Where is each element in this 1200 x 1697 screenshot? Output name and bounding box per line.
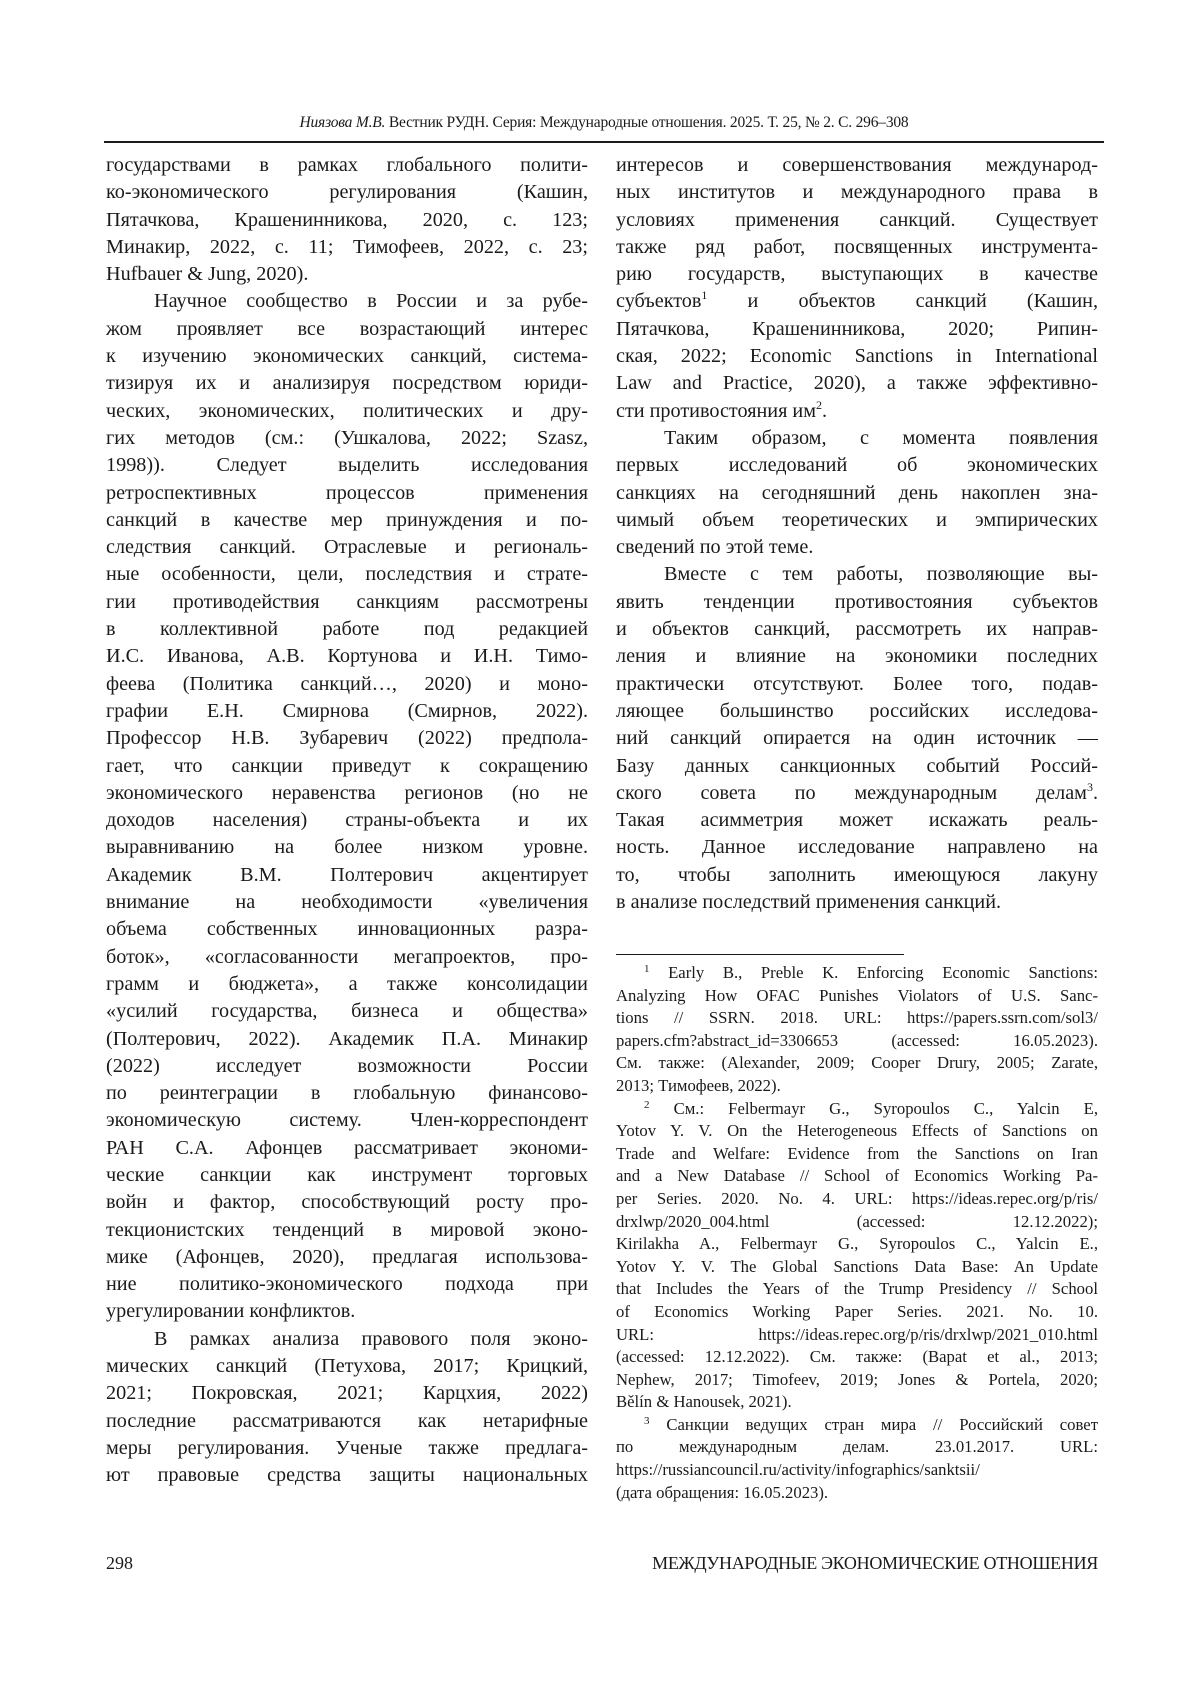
footnote-line bbox=[616, 962, 1098, 985]
footnotes bbox=[616, 962, 1098, 1504]
line-text: сведений по этой теме. bbox=[616, 536, 814, 559]
line-text: ления и влияние на экономики последних bbox=[616, 645, 1098, 668]
line-text: ных институтов и международного права в bbox=[616, 181, 1098, 204]
text-line bbox=[616, 343, 1098, 370]
text-line bbox=[106, 1244, 588, 1271]
text-line bbox=[106, 480, 588, 507]
line-text: рию государств, выступающих в качестве bbox=[616, 263, 1098, 286]
line-text: of Economics Working Paper Series. 2021. No. 10. bbox=[616, 1301, 1098, 1321]
text-line bbox=[106, 152, 588, 179]
line-text: Санкции ведущих стран мира // Российский совет bbox=[649, 1414, 1098, 1434]
line-text: меры регулирования. Ученые также предлага- bbox=[106, 1436, 588, 1459]
line-text: ний санкций опирается на один источник — bbox=[616, 727, 1098, 750]
text-line bbox=[106, 452, 588, 479]
text-line bbox=[616, 152, 1098, 179]
text-line bbox=[106, 1408, 588, 1435]
line-text: Профессор Н.В. Зубаревич (2022) предпола- bbox=[106, 727, 588, 750]
line-text: Nephew, 2017; Timofeev, 2019; Jones & Portela, 2020; bbox=[616, 1369, 1098, 1389]
text-line bbox=[106, 971, 588, 998]
line-text: санкциях на сегодняшний день накоплен зна- bbox=[616, 481, 1098, 504]
line-text: ные особенности, цели, последствия и страте- bbox=[106, 563, 588, 586]
line-text: к изучению экономических санкций, система- bbox=[106, 345, 588, 368]
text-line bbox=[616, 480, 1098, 507]
text-line bbox=[106, 1380, 588, 1407]
line-text: условиях применения санкций. Существует bbox=[616, 208, 1098, 231]
line-text: 2013; Тимофеев, 2022). bbox=[616, 1075, 781, 1095]
footnote-line bbox=[616, 1278, 1098, 1301]
line-text: субъектов bbox=[616, 290, 702, 313]
line-text: tions // SSRN. 2018. URL: https://papers.ssrn.com/sol3/ bbox=[616, 1008, 1098, 1028]
line-text: боток», «согласованности мегапроектов, про- bbox=[106, 945, 588, 968]
footnote-line bbox=[616, 1459, 1098, 1482]
text-line bbox=[106, 207, 588, 234]
text-line bbox=[616, 725, 1098, 752]
header-rule bbox=[104, 141, 1104, 143]
line-text: следствия санкций. Отраслевые и региональ- bbox=[106, 536, 588, 559]
line-text: Hufbauer & Jung, 2020). bbox=[106, 263, 309, 286]
line-text: ческих, экономических, политических и дру- bbox=[106, 399, 588, 422]
line-text: Bělín & Hanousek, 2021). bbox=[616, 1392, 792, 1412]
text-line bbox=[616, 534, 1098, 561]
footnote-separator bbox=[616, 954, 904, 955]
right-column bbox=[616, 152, 1098, 916]
line-text: (дата обращения: 16.05.2023). bbox=[616, 1482, 829, 1502]
text-line bbox=[106, 1189, 588, 1216]
running-head-journal: Вестник РУДН. Серия: Международные отношения. 2025. Т. 25, № 2. С. 296–308 bbox=[385, 114, 909, 131]
line-text: в коллективной работе под редакцией bbox=[106, 618, 588, 641]
line-text: практически отсутствуют. Более того, подав- bbox=[616, 672, 1098, 695]
text-line bbox=[106, 1107, 588, 1134]
text-line bbox=[106, 889, 588, 916]
footnote-line bbox=[616, 1030, 1098, 1053]
line-text: мике (Афонцев, 2020), предлагая использова- bbox=[106, 1245, 588, 1268]
footnote-line bbox=[616, 1436, 1098, 1459]
line-text: Таким образом, с момента появления bbox=[664, 426, 1098, 449]
text-line bbox=[106, 807, 588, 834]
line-text: грамм и бюджета», а также консолидации bbox=[106, 972, 588, 995]
text-line bbox=[106, 1353, 588, 1380]
line-text: последние рассматриваются как нетарифные bbox=[106, 1409, 588, 1432]
footnote-line bbox=[616, 1256, 1098, 1279]
text-line bbox=[616, 425, 1098, 452]
line-text: Analyzing How OFAC Punishes Violators of U.S. Sanc- bbox=[616, 985, 1098, 1005]
line-text: мических санкций (Петухова, 2017; Крицкий, bbox=[106, 1355, 588, 1378]
line-text: Early B., Preble K. Enforcing Economic Sanctions: bbox=[649, 963, 1098, 982]
text-line bbox=[106, 616, 588, 643]
text-line bbox=[616, 834, 1098, 861]
line-text: ческие санкции как инструмент торговых bbox=[106, 1163, 588, 1186]
text-line bbox=[106, 944, 588, 971]
text-line bbox=[616, 780, 1098, 807]
text-line bbox=[106, 1462, 588, 1489]
footnote-line bbox=[616, 1414, 1098, 1437]
line-text: Yotov Y. V. On the Heterogeneous Effects of Sanctions on bbox=[616, 1121, 1098, 1141]
text-line bbox=[106, 1162, 588, 1189]
text-line bbox=[106, 398, 588, 425]
line-text: Trade and Welfare: Evidence from the Sanctions on Iran bbox=[616, 1143, 1098, 1163]
text-line bbox=[106, 998, 588, 1025]
text-line bbox=[106, 343, 588, 370]
line-text: Базу данных санкционных событий Россий- bbox=[616, 754, 1098, 777]
text-line bbox=[616, 671, 1098, 698]
footnote-line bbox=[616, 1007, 1098, 1030]
footnote-reference[interactable]: 2 bbox=[816, 397, 823, 412]
line-text: URL: https://ideas.repec.org/p/ris/drxlwp/2021_010.html bbox=[616, 1324, 1098, 1344]
text-line bbox=[106, 316, 588, 343]
line-text: «усилий государства, бизнеса и общества» bbox=[106, 1000, 588, 1023]
line-text: также ряд работ, посвященных инструмента- bbox=[616, 235, 1098, 258]
line-text: и объектов санкций, рассмотреть их направ- bbox=[616, 618, 1098, 641]
text-line bbox=[106, 534, 588, 561]
line-text: ность. Данное исследование направлено на bbox=[616, 836, 1098, 859]
line-text: урегулировании конфликтов. bbox=[106, 1300, 356, 1323]
line-text: интересов и совершенствования международ- bbox=[616, 154, 1098, 176]
footnote-number: 1 bbox=[644, 963, 650, 975]
text-line bbox=[616, 261, 1098, 288]
text-line bbox=[106, 1217, 588, 1244]
line-text: Пятачкова, Крашенинникова, 2020, с. 123; bbox=[106, 208, 588, 231]
text-line bbox=[616, 753, 1098, 780]
text-line bbox=[106, 1135, 588, 1162]
line-text: графии Е.Н. Смирнова (Смирнов, 2022). bbox=[106, 699, 588, 722]
footnote-line bbox=[616, 1143, 1098, 1166]
line-text: (accessed: 12.12.2022). См. также: (Bapat et al., 2013; bbox=[616, 1347, 1098, 1367]
line-text: ют правовые средства защиты национальных bbox=[106, 1464, 588, 1487]
line-text: тизируя их и анализируя посредством юриди- bbox=[106, 372, 588, 395]
line-text: (Полтерович, 2022). Академик П.А. Минакир bbox=[106, 1027, 588, 1050]
text-line bbox=[106, 288, 588, 315]
running-head-author: Ниязова М.В. bbox=[299, 114, 386, 131]
text-line bbox=[106, 589, 588, 616]
line-text: ко-экономического регулирования (Кашин, bbox=[106, 181, 588, 204]
text-line bbox=[106, 561, 588, 588]
line-text: жом проявляет все возрастающий интерес bbox=[106, 317, 588, 340]
text-line bbox=[616, 616, 1098, 643]
text-line bbox=[616, 398, 1098, 425]
line-text: объема собственных инновационных разра- bbox=[106, 918, 588, 941]
footnote-line bbox=[616, 985, 1098, 1008]
text-line bbox=[616, 889, 1098, 916]
line-text: Такая асимметрия может искажать реаль- bbox=[616, 809, 1098, 832]
footnote-line bbox=[616, 1482, 1098, 1505]
line-text: текционистских тенденций в мировой эконо- bbox=[106, 1218, 588, 1241]
text-line bbox=[616, 643, 1098, 670]
footnote-line bbox=[616, 1233, 1098, 1256]
footnote-number: 2 bbox=[644, 1098, 650, 1111]
section-title: МЕЖДУНАРОДНЫЕ ЭКОНОМИЧЕСКИЕ ОТНОШЕНИЯ bbox=[652, 1553, 1098, 1573]
text-line bbox=[106, 507, 588, 534]
text-line bbox=[106, 425, 588, 452]
line-text: ретроспективных процессов применения bbox=[106, 481, 588, 504]
line-text: (2022) исследует возможности России bbox=[106, 1054, 588, 1077]
text-line bbox=[106, 261, 588, 288]
line-text: войн и фактор, способствующий росту про- bbox=[106, 1191, 588, 1214]
line-text: Kirilakha A., Felbermayr G., Syropoulos C., Yalcin E., bbox=[616, 1234, 1098, 1254]
text-line bbox=[106, 1026, 588, 1053]
line-text: that Includes the Years of the Trump Presidency // School bbox=[616, 1279, 1098, 1299]
line-text: drxlwp/2020_004.html (accessed: 12.12.2022); bbox=[616, 1211, 1098, 1231]
line-text: per Series. 2020. No. 4. URL: https://ideas.repec.org/p/ris/ bbox=[616, 1188, 1098, 1208]
text-line bbox=[616, 207, 1098, 234]
text-line bbox=[106, 698, 588, 725]
text-line bbox=[106, 1053, 588, 1080]
text-line bbox=[106, 834, 588, 861]
line-text: Law and Practice, 2020), а также эффективно- bbox=[616, 372, 1098, 395]
text-line bbox=[106, 1435, 588, 1462]
text-line bbox=[616, 234, 1098, 261]
line-text: явить тенденции противостояния субъектов bbox=[616, 590, 1098, 613]
line-text: И.С. Иванова, А.В. Кортунова и И.Н. Тимо- bbox=[106, 645, 588, 668]
line-text: Пятачкова, Крашенинникова, 2020; Рипин- bbox=[616, 317, 1098, 340]
text-line bbox=[616, 589, 1098, 616]
line-text: санкций в качестве мер принуждения и по- bbox=[106, 508, 588, 531]
line-text: первых исследований об экономических bbox=[616, 454, 1098, 477]
text-line bbox=[616, 507, 1098, 534]
line-text: феева (Политика санкций…, 2020) и моно- bbox=[106, 672, 588, 695]
line-text: papers.cfm?abstract_id=3306653 (accessed: 16.05.2023). bbox=[616, 1030, 1098, 1050]
text-line bbox=[106, 1271, 588, 1298]
running-head bbox=[104, 114, 1104, 132]
line-text: Академик В.М. Полтерович акцентирует bbox=[106, 863, 588, 886]
line-text: экономического неравенства регионов (но не bbox=[106, 781, 588, 804]
footnote-reference[interactable]: 3 bbox=[1086, 779, 1093, 794]
text-line bbox=[106, 725, 588, 752]
line-text: гих методов (см.: (Ушкалова, 2022; Szasz, bbox=[106, 426, 588, 449]
footnote-line bbox=[616, 1075, 1098, 1098]
text-line bbox=[616, 288, 1098, 315]
line-text: гает, что санкции приведут к сокращению bbox=[106, 754, 588, 777]
left-column bbox=[106, 152, 588, 1490]
line-text: доходов населения) страны-объекта и их bbox=[106, 809, 588, 832]
line-text-after: и объектов санкций (Кашин, bbox=[707, 290, 1098, 313]
line-text: 2021; Покровская, 2021; Карцхия, 2022) bbox=[106, 1382, 588, 1405]
text-line bbox=[616, 179, 1098, 206]
footnote-line bbox=[616, 1301, 1098, 1324]
line-text: ского совета по международным делам bbox=[616, 781, 1087, 804]
line-text: Yotov Y. V. The Global Sanctions Data Base: An Update bbox=[616, 1256, 1098, 1276]
line-text: сти противостояния им bbox=[616, 399, 817, 422]
line-text: то, чтобы заполнить имеющуюся лакуну bbox=[616, 863, 1098, 886]
line-text: См. также: (Alexander, 2009; Cooper Drury, 2005; Zarate, bbox=[616, 1053, 1098, 1073]
line-text-after: . bbox=[822, 399, 828, 422]
footnote-line bbox=[616, 1120, 1098, 1143]
line-text: 1998)). Следует выделить исследования bbox=[106, 454, 588, 477]
footnote-reference[interactable]: 1 bbox=[701, 288, 708, 303]
text-line bbox=[106, 671, 588, 698]
footnote-line bbox=[616, 1188, 1098, 1211]
line-text: and a New Database // School of Economics Working Pa- bbox=[616, 1166, 1098, 1186]
footnote-line bbox=[616, 1098, 1098, 1121]
text-line bbox=[106, 179, 588, 206]
text-line bbox=[106, 862, 588, 889]
footnote-line bbox=[616, 1391, 1098, 1414]
footnote-line bbox=[616, 1369, 1098, 1392]
footnote-line bbox=[616, 1324, 1098, 1347]
line-text: Минакир, 2022, с. 11; Тимофеев, 2022, с. 23; bbox=[106, 235, 588, 258]
line-text: ляющее большинство российских исследова- bbox=[616, 699, 1098, 722]
line-text: государствами в рамках глобального полити- bbox=[106, 154, 588, 176]
text-line bbox=[106, 753, 588, 780]
line-text: См.: Felbermayr G., Syropoulos C., Yalcin E, bbox=[649, 1098, 1098, 1118]
line-text: https://russiancouncil.ru/activity/infographics/sanktsii/ bbox=[616, 1460, 980, 1480]
text-line bbox=[616, 452, 1098, 479]
footnote-line bbox=[616, 1052, 1098, 1075]
line-text: по реинтеграции в глобальную финансово- bbox=[106, 1082, 588, 1105]
line-text: ние политико-экономического подхода при bbox=[106, 1273, 588, 1296]
line-text: выравниванию на более низком уровне. bbox=[106, 836, 588, 859]
line-text: экономическую систему. Член-корреспондент bbox=[106, 1109, 588, 1132]
text-line bbox=[106, 780, 588, 807]
page-number: 298 bbox=[106, 1553, 133, 1573]
footnote-number: 3 bbox=[644, 1414, 650, 1427]
text-line bbox=[616, 807, 1098, 834]
text-line bbox=[106, 916, 588, 943]
text-line bbox=[616, 316, 1098, 343]
line-text: В рамках анализа правового поля эконо- bbox=[154, 1327, 588, 1350]
text-line bbox=[616, 862, 1098, 889]
text-line bbox=[616, 561, 1098, 588]
line-text: Вместе с тем работы, позволяющие вы- bbox=[664, 563, 1098, 586]
line-text: Научное сообщество в России и за рубе- bbox=[154, 290, 588, 313]
text-line bbox=[616, 370, 1098, 397]
footnote-line bbox=[616, 1346, 1098, 1369]
text-line bbox=[106, 1298, 588, 1325]
line-text: ская, 2022; Economic Sanctions in International bbox=[616, 345, 1098, 368]
text-line bbox=[106, 1080, 588, 1107]
text-line bbox=[106, 370, 588, 397]
line-text: чимый объем теоретических и эмпирических bbox=[616, 508, 1098, 531]
footnote-line bbox=[616, 1165, 1098, 1188]
line-text: РАН С.А. Афонцев рассматривает экономи- bbox=[106, 1136, 588, 1159]
text-line bbox=[616, 698, 1098, 725]
text-line bbox=[106, 234, 588, 261]
line-text: гии противодействия санкциям рассмотрены bbox=[106, 590, 588, 613]
text-line bbox=[106, 1326, 588, 1353]
footnote-line bbox=[616, 1211, 1098, 1234]
line-text-after: . bbox=[1092, 781, 1098, 804]
line-text: по международным делам. 23.01.2017. URL: bbox=[616, 1437, 1098, 1457]
line-text: в анализе последствий применения санкций. bbox=[616, 891, 1002, 914]
line-text: внимание на необходимости «увеличения bbox=[106, 891, 588, 914]
text-line bbox=[106, 643, 588, 670]
